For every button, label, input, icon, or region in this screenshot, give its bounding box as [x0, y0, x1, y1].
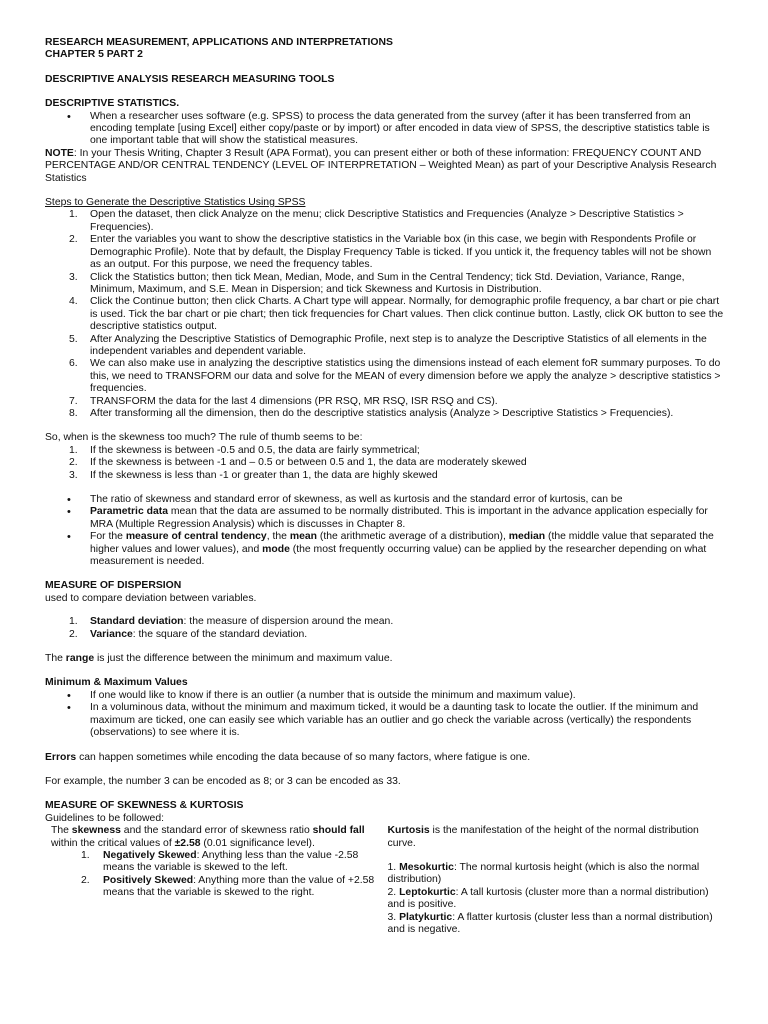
errors-paragraph: Errors can happen sometimes while encoding the data because of so many factors, where fatigue is one. [45, 751, 531, 763]
list-item: 1. Open the dataset, then click Analyze on the menu; click Descriptive Statistics and Frequencies (Analyze > Descriptive Statistics > Frequencies). [69, 209, 684, 233]
list-item: • For the measure of central tendency, the mean (the arithmetic average of a distribution), median (the middle value that separated the higher values and lower values), and mode (the most frequently occurring value) can be applied by the researcher depending on what measurement is needed. [45, 531, 725, 568]
dispersion-heading: MEASURE OF DISPERSION [45, 580, 182, 592]
list-item: 2. Variance: the square of the standard deviation. [69, 628, 308, 640]
list-item: 4. Click the Continue button; then click Charts. A Chart type will appear. Normally, for demographic profile frequency, a bar chart or pie chart is used. Tick the bar chart or pie chart; then tick frequencies for Chart values. Then click continue button. Lastly, click OK button to see the descriptive statistics output. [69, 296, 724, 333]
list-item: • When a researcher uses software (e.g. SPSS) to process the data generated from the survey (after it has been transferred from an encoding template [using Excel] either copy/paste or by import) or after encoded in data view of SPSS, the descriptive statistics table is one important table that will show the statistical measures. [45, 111, 725, 148]
skewkurt-columns [45, 825, 725, 936]
minmax-list [45, 690, 725, 740]
skew-rule-intro: So, when is the skewness too much? The rule of thumb seems to be: [45, 432, 363, 444]
list-item: 2. Leptokurtic: A tall kurtosis (cluster more than a normal distribution) and is positive. [387, 886, 709, 911]
skewness-paragraph: The skewness and the standard error of skewness ratio should fall within the critical values of ±2.58 (0.01 significance level). [51, 825, 365, 849]
section-title: DESCRIPTIVE ANALYSIS RESEARCH MEASURING TOOLS [45, 73, 335, 85]
list-item: 1. Negatively Skewed: Anything less than the value -2.58 means the variable is skewed to the left. [81, 849, 359, 874]
minmax-heading: Minimum & Maximum Values [45, 677, 188, 689]
list-item: 3. Click the Statistics button; then tick Mean, Median, Mode, and Sum in the Central Tendency; tick Std. Deviation, Variance, Range, Minimum, Maximum, and S.E. Mean in Dispersion; and tick Skewness and Kurtosis in Distribution. [69, 271, 685, 295]
descriptive-heading: DESCRIPTIVE STATISTICS. [45, 98, 180, 110]
list-item: 7. TRANSFORM the data for the last 4 dimensions (PR RSQ, MR RSQ, ISR RSQ and CS). [69, 395, 498, 407]
list-item: • Parametric data mean that the data are assumed to be normally distributed. This is important in the advance application especially for MRA (Multiple Regression Analysis) which is discusses in Chapter 8. [45, 506, 725, 531]
skewness-column [45, 825, 384, 936]
list-item: • The ratio of skewness and standard error of skewness, as well as kurtosis and the standard error of kurtosis, can be [45, 494, 725, 506]
list-item: 5. After Analyzing the Descriptive Statistics of Demographic Profile, next step is to analyze the Descriptive Statistics of all elements in the independent variables and dependent variable. [69, 333, 707, 357]
note-text: : In your Thesis Writing, Chapter 3 Result (APA Format), you can present either or both of these information: FREQUENCY COUNT AND PERCENTAGE AND/OR CENTRAL TENDENCY (LEVEL OF INTERPRETATION – Weighted Mean) as part of your Descriptive Analysis Research Statistics [45, 147, 717, 184]
list-item: 1. Standard deviation: the measure of dispersion around the mean. [69, 616, 394, 628]
guidelines-label: Guidelines to be followed: [45, 812, 164, 824]
kurtosis-column [384, 825, 725, 936]
list-item: 1. Mesokurtic: The normal kurtosis height (which is also the normal distribution) [387, 861, 700, 886]
kurtosis-paragraph: Kurtosis is the manifestation of the height of the normal distribution curve. [387, 825, 699, 849]
list-item: • In a voluminous data, without the minimum and maximum ticked, it would be a daunting task to locate the outlier. If the minimum and maximum are ticked, one can easily see which variable has an outlier and go check the variable across (vertically) the respondents (observations) to see where it is. [45, 702, 725, 739]
note-label: NOTE [45, 147, 74, 159]
skewness-list [51, 850, 384, 900]
list-item: • If one would like to know if there is an outlier (a number that is outside the minimum and maximum value). [45, 690, 725, 702]
descriptive-list [45, 111, 725, 148]
list-item: 2. Positively Skewed: Anything more than the value of +2.58 means that the variable is skewed to the right. [81, 874, 375, 899]
chapter-label: CHAPTER 5 PART 2 [45, 49, 143, 61]
list-item: 3. Platykurtic: A flatter kurtosis (cluster less than a normal distribution) and is negative. [387, 911, 713, 935]
note-paragraph [45, 148, 725, 185]
document-page [45, 37, 725, 936]
steps-heading: Steps to Generate the Descriptive Statistics Using SPSS [45, 197, 306, 209]
notes-list [45, 494, 725, 568]
list-item: 3. If the skewness is less than -1 or greater than 1, the data are highly skewed [69, 469, 438, 481]
example-paragraph: For example, the number 3 can be encoded as 8; or 3 can be encoded as 33. [45, 775, 401, 787]
list-item: 1. If the skewness is between -0.5 and 0.5, the data are fairly symmetrical; [69, 444, 420, 456]
dispersion-sub: used to compare deviation between variables. [45, 592, 257, 604]
list-item: 2. If the skewness is between -1 and – 0.5 or between 0.5 and 1, the data are moderately skewed [69, 457, 527, 469]
list-item: 2. Enter the variables you want to show the descriptive statistics in the Variable box (in this case, we begin with Respondents Profile or Demographic Profile). Note that by default, the Display Frequency Table is ticked. If you untick it, the frequency tables will not be shown as an output. For this purpose, we need the frequency tables. [69, 234, 712, 271]
skewkurt-heading: MEASURE OF SKEWNESS & KURTOSIS [45, 800, 244, 812]
dispersion-list [45, 616, 725, 641]
document-title: RESEARCH MEASUREMENT, APPLICATIONS AND INTERPRETATIONS [45, 37, 393, 48]
steps-list [45, 209, 725, 420]
skew-rule-list [45, 445, 725, 482]
list-item: 6. We can also make use in analyzing the descriptive statistics using the dimensions instead of each element foR summary purposes. To do this, we need to TRANSFORM our data and solve for the MEAN of every dimension before we apply the analyze > descriptive statistics > frequencies. [69, 358, 721, 395]
range-paragraph: The range is just the difference between the minimum and maximum value. [45, 653, 393, 665]
list-item: 8. After transforming all the dimension, then do the descriptive statistics analysis (Analyze > Descriptive Statistics > Frequencies). [69, 407, 674, 419]
